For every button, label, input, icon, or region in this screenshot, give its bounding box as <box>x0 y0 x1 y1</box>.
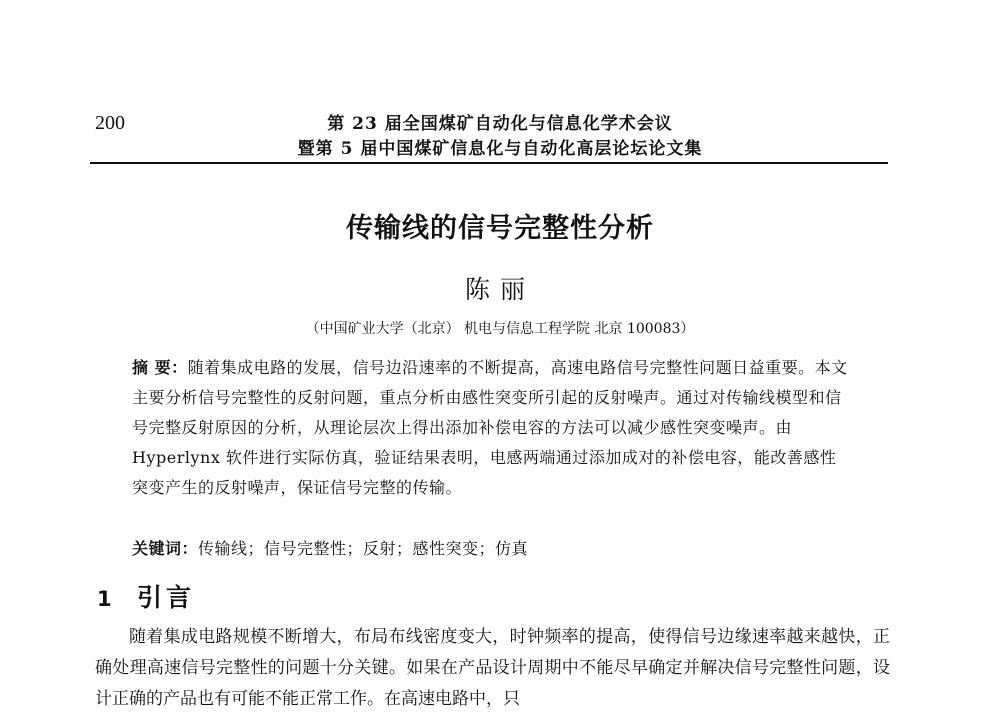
section-paragraph: 随着集成电路规模不断增大，布局布线密度变大，时钟频率的提高，使得信号边缘速率越来越快，正确处理高速信号完整性的问题十分关键。如果在产品设计周期中不能尽早确定并解决信号完整性问题，设计正确的产品也有可能不能正常工作。在高速电路中，只 <box>95 627 890 709</box>
page-number: 200 <box>95 112 125 134</box>
keywords-text: 传输线；信号完整性；反射；感性突变；仿真 <box>198 539 529 558</box>
keywords-label: 关键词： <box>132 539 199 558</box>
abstract-label: 摘 要： <box>132 358 188 377</box>
author-name: 陈丽 <box>464 275 535 304</box>
author-affiliation: （中国矿业大学（北京） 机电与信息工程学院 北京 100083） <box>305 321 695 337</box>
abstract-text: 随着集成电路的发展，信号边沿速率的不断提高，高速电路信号完整性问题日益重要。本文主要分析信号完整性的反射问题，重点分析由感性突变所引起的反射噪声。通过对传输线模型和信号完整反射原因的分析，从理论层次上得出添加补偿电容的方法可以减少感性突变噪声。由 Hyperlynx 软件进行实际仿真，验证结果表明，电感两端通过添加成对的补偿电容，能改善感性突变产生的反射噪声，保证信号完整的传输。 <box>132 358 848 497</box>
section-heading <box>97 578 195 614</box>
conference-header <box>250 112 750 162</box>
header-rule <box>90 162 888 164</box>
paper-title: 传输线的信号完整性分析 <box>346 213 654 244</box>
keywords <box>132 536 850 559</box>
abstract <box>132 353 850 503</box>
section-number: 1 <box>97 587 112 611</box>
conference-header-line2: 暨第 5 届中国煤矿信息化与自动化高层论坛论文集 <box>297 139 703 159</box>
conference-header-line1: 第 23 届全国煤矿自动化与信息化学术会议 <box>327 114 673 134</box>
section-title: 引言 <box>137 583 196 612</box>
